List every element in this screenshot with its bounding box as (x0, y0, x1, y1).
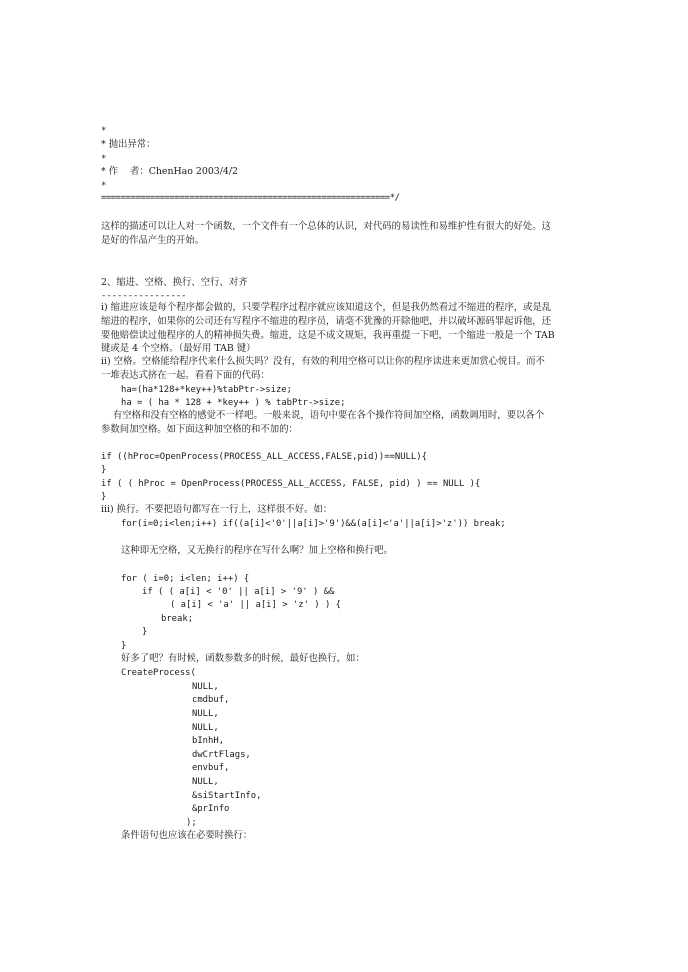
code-line: } (121, 641, 127, 651)
code-line: } (101, 465, 107, 475)
code-line: envbuf, (192, 763, 230, 773)
paragraph-line: 参数间加空格。如下面这种加空格的和不加的： (101, 424, 298, 435)
paragraph-line: 好多了吧？有时候，函数参数多的时候，最好也换行，如： (121, 653, 365, 664)
paragraph-line: 条件语句也应该在必要时换行： (121, 830, 253, 841)
code-line: CreateProcess( (121, 668, 196, 678)
paragraph-line: ii) 空格。空格能给程序代来什么损失吗？没有，有效的利用空格可以让你的程序读进来更加赏心悦目。而不 (101, 356, 545, 367)
code-line: &prInfo (192, 804, 230, 814)
paragraph-line: 缩进的程序，如果你的公司还有写程序不缩进的程序员，请毫不犹豫的开除他吧，并以破坏源码罪起诉他，还 (101, 316, 552, 327)
comment-line: * (101, 181, 107, 191)
code-line: for(i=0;i<len;i++) if((a[i]<'0'||a[i]>'9')&&(a[i]<'a'||a[i]>'z')) break; (121, 519, 506, 529)
paragraph-line: 这种即无空格，又无换行的程序在写什么啊？加上空格和换行吧。 (121, 545, 393, 556)
paragraph-line: 这样的描述可以让人对一个函数，一个文件有一个总体的认识，对代码的易读性和易维护性有很大的好处。这 (101, 221, 552, 232)
section-heading: 2、缩进、空格、换行、空行、对齐 (101, 277, 248, 288)
code-line: } (101, 492, 107, 502)
comment-line: * (101, 126, 107, 136)
paragraph-line: 一堆表达式挤在一起。看看下面的代码： (101, 370, 270, 381)
code-line: bInhH, (192, 736, 225, 746)
code-line: ha = ( ha * 128 + *key++ ) % tabPtr->size; (121, 398, 346, 408)
code-line: if ( ( a[i] < '0' || a[i] > '9' ) && (142, 587, 335, 597)
code-line: NULL, (192, 777, 219, 787)
paragraph-line: iii) 换行。不要把语句都写在一行上，这样很不好。如： (101, 504, 333, 515)
code-line: NULL, (192, 709, 219, 719)
comment-line: * 抛出异常： (101, 139, 156, 150)
code-line: if ( ( hProc = OpenProcess(PROCESS_ALL_ACCESS, FALSE, pid) ) == NULL ){ (101, 479, 481, 489)
code-line: } (142, 627, 148, 637)
paragraph-line: i) 缩进应该是每个程序都会做的，只要学程序过程序就应该知道这个，但是我仍然看过不缩进的程序，或是乱 (101, 302, 552, 313)
code-line: ); (186, 818, 197, 828)
comment-line: * 作 者：ChenHao 2003/4/2 (101, 166, 239, 177)
paragraph-line: 是好的作品产生的开始。 (101, 235, 205, 246)
code-line: cmdbuf, (192, 695, 230, 705)
code-line: if ((hProc=OpenProcess(PROCESS_ALL_ACCESS,FALSE,pid))==NULL){ (101, 452, 427, 462)
code-line: for ( i=0; i<len; i++) { (121, 574, 250, 584)
code-line: ha=(ha*128+*key++)%tabPtr->size; (121, 385, 292, 395)
code-line: NULL, (192, 682, 219, 692)
section-underline: ---------------- (101, 291, 187, 301)
comment-line: * (101, 154, 107, 164)
code-line: NULL, (192, 723, 219, 733)
paragraph-line: 键或是 4 个空格。（最好用 TAB 键） (101, 343, 256, 354)
code-line: dwCrtFlags, (192, 750, 251, 760)
code-line: &siStartInfo, (192, 791, 262, 801)
paragraph-line: 有空格和没有空格的感觉不一样吧。一般来说，语句中要在各个操作符间加空格，函数调用时，要以各个 (101, 410, 545, 421)
paragraph-line: 要他赔偿读过他程序的人的精神损失费。缩进，这是不成文规矩，我再重提一下吧，一个缩进一般是一个 TAB (101, 330, 555, 341)
code-line: ( a[i] < 'a' || a[i] > 'z' ) ) { (170, 600, 341, 610)
comment-separator: ===========================================================*/ (101, 193, 400, 203)
code-line: break; (161, 614, 194, 624)
